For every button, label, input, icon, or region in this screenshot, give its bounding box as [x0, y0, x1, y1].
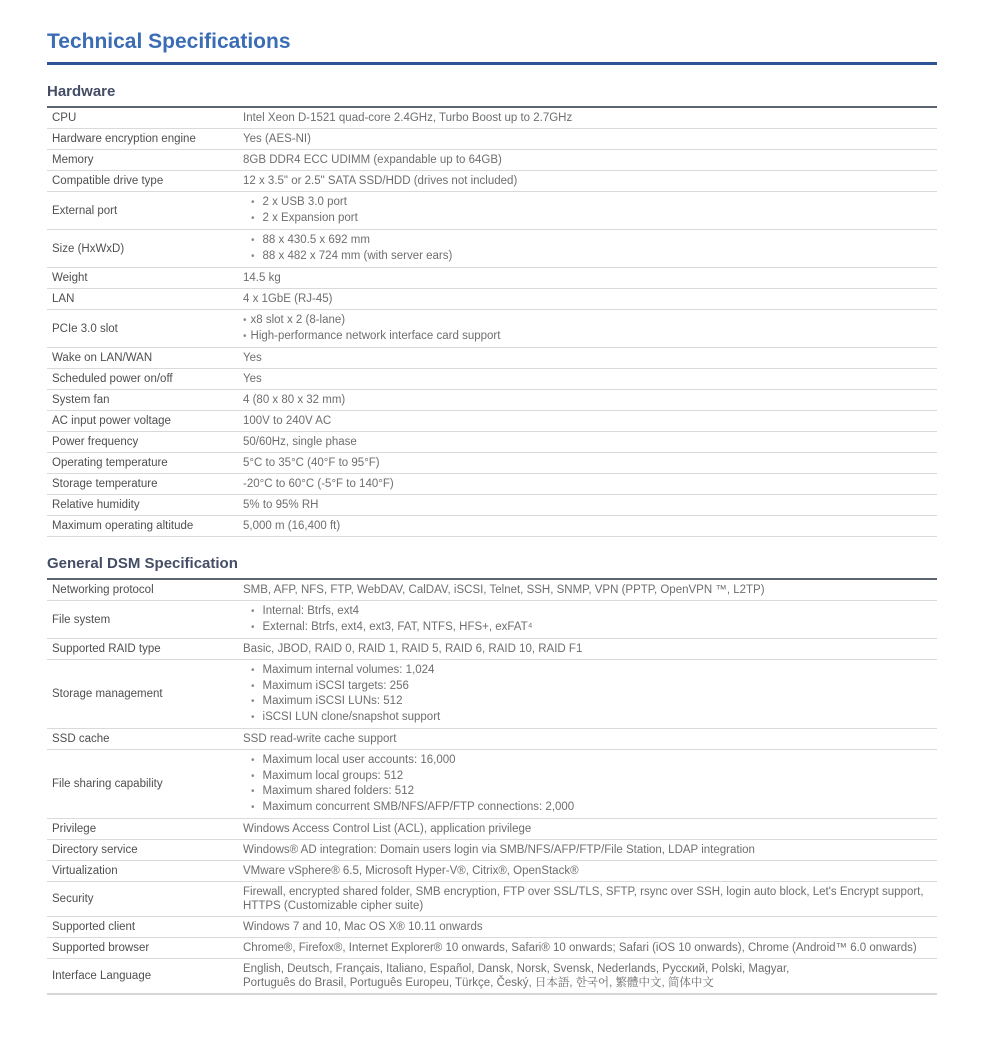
spec-label: Size (HxWxD) — [52, 242, 125, 255]
spec-value — [243, 753, 937, 815]
spec-label: Supported client — [52, 921, 136, 933]
spec-value — [243, 583, 937, 597]
spec-row — [47, 390, 937, 411]
bullet-icon: • — [243, 330, 247, 342]
spec-row — [47, 840, 937, 861]
spec-row — [47, 171, 937, 192]
spec-label: PCIe 3.0 slot — [52, 322, 118, 335]
value-text: 4 x 1GbE (RJ-45) — [243, 293, 333, 305]
bullet-text: External: Btrfs, ext4, ext3, FAT, NTFS, HFS+, exFAT⁴ — [262, 620, 533, 633]
spec-value — [243, 864, 937, 878]
spec-section — [47, 83, 937, 537]
spec-row — [47, 268, 937, 289]
spec-row — [47, 959, 937, 995]
bullet-item — [243, 313, 937, 329]
value-text: 4 (80 x 80 x 32 mm) — [243, 394, 346, 406]
spec-label: Wake on LAN/WAN — [52, 352, 153, 364]
spec-value — [243, 111, 937, 125]
spec-value — [243, 498, 937, 512]
bullet-text: Maximum local groups: 512 — [262, 769, 404, 782]
bullet-item — [243, 249, 937, 265]
spec-label: CPU — [52, 112, 77, 124]
bullet-item — [243, 329, 937, 345]
value-text: Firewall, encrypted shared folder, SMB encryption, FTP over SSL/TLS, SFTP, rsync over SSH, login auto block, Let's Encrypt support, HTTPS (Customizable cipher suite) — [243, 886, 924, 912]
bullet-icon: • — [251, 770, 255, 782]
spec-value — [243, 941, 937, 955]
bullet-text: x8 slot x 2 (8-lane) — [250, 314, 346, 326]
spec-value — [243, 313, 937, 344]
bullet-icon: • — [251, 197, 255, 208]
spec-label: Memory — [52, 154, 94, 166]
value-text: Windows® AD integration: Domain users login via SMB/NFS/AFP/FTP/File Station, LDAP integration — [243, 844, 755, 856]
spec-value — [243, 663, 937, 725]
bullet-item — [243, 679, 937, 695]
spec-label: LAN — [52, 293, 75, 305]
spec-value — [243, 393, 937, 407]
bullet-text: 2 x USB 3.0 port — [262, 196, 347, 208]
spec-value — [243, 233, 937, 264]
spec-label: Virtualization — [52, 865, 118, 877]
value-text: Windows 7 and 10, Mac OS X® 10.11 onwards — [243, 921, 483, 933]
spec-label: Supported browser — [52, 942, 150, 954]
spec-label: Hardware encryption engine — [52, 133, 196, 145]
bullet-text: Internal: Btrfs, ext4 — [262, 605, 360, 617]
spec-label: Relative humidity — [52, 499, 140, 511]
bullet-icon: • — [251, 696, 255, 707]
spec-label: Storage management — [52, 688, 163, 700]
value-text: 5°C to 35°C (40°F to 95°F) — [243, 457, 380, 469]
bullet-icon: • — [251, 711, 255, 723]
bullet-text: iSCSI LUN clone/snapshot support — [262, 710, 441, 723]
value-text: 12 x 3.5" or 2.5" SATA SSD/HDD (drives not included) — [243, 175, 518, 187]
spec-row — [47, 432, 937, 453]
spec-label: Power frequency — [52, 436, 139, 448]
spec-label: Supported RAID type — [52, 643, 161, 655]
bullet-text: 88 x 482 x 724 mm (with server ears) — [262, 249, 453, 262]
spec-label: File sharing capability — [52, 778, 163, 790]
spec-row — [47, 411, 937, 432]
spec-label: SSD cache — [52, 733, 110, 745]
bullet-text: Maximum local user accounts: 16,000 — [262, 754, 456, 766]
value-text: Yes (AES-NI) — [243, 133, 311, 145]
bullet-icon: • — [251, 786, 255, 797]
spec-row — [47, 129, 937, 150]
bullet-icon: • — [251, 801, 255, 813]
spec-value — [243, 642, 937, 656]
spec-value — [243, 153, 937, 167]
value-text: SSD read-write cache support — [243, 733, 397, 745]
value-text: Yes — [243, 373, 262, 385]
bullet-icon: • — [251, 755, 255, 766]
bullet-item — [243, 753, 937, 769]
bullet-item — [243, 800, 937, 816]
spec-row — [47, 729, 937, 750]
bullet-item — [243, 233, 937, 249]
spec-document — [47, 0, 937, 995]
section-heading: General DSM Specification — [47, 555, 937, 580]
value-text: 8GB DDR4 ECC UDIMM (expandable up to 64GB) — [243, 154, 502, 166]
spec-value — [243, 920, 937, 934]
spec-row — [47, 819, 937, 840]
value-text: 5,000 m (16,400 ft) — [243, 520, 341, 532]
spec-value — [243, 822, 937, 836]
spec-row — [47, 495, 937, 516]
value-text: SMB, AFP, NFS, FTP, WebDAV, CalDAV, iSCSI, Telnet, SSH, SNMP, VPN (PPTP, OpenVPN ™, L2TP) — [243, 584, 765, 596]
spec-row — [47, 150, 937, 171]
spec-row — [47, 192, 937, 230]
value-text: Yes — [243, 352, 262, 364]
bullet-item — [243, 604, 937, 620]
spec-label: Compatible drive type — [52, 175, 164, 187]
value-text: -20°C to 60°C (-5°F to 140°F) — [243, 478, 394, 490]
spec-label: Privilege — [52, 823, 97, 835]
spec-value — [243, 271, 937, 285]
bullet-text: Maximum iSCSI LUNs: 512 — [262, 695, 403, 707]
spec-row — [47, 474, 937, 495]
bullet-icon: • — [243, 315, 247, 326]
spec-label: Storage temperature — [52, 478, 158, 490]
spec-label: Maximum operating altitude — [52, 520, 194, 532]
bullet-text: Maximum iSCSI targets: 256 — [262, 679, 409, 692]
spec-row — [47, 601, 937, 639]
bullet-text: High-performance network interface card support — [250, 329, 501, 342]
spec-label: AC input power voltage — [52, 415, 171, 427]
bullet-item — [243, 784, 937, 800]
bullet-icon: • — [251, 250, 255, 262]
value-text: 50/60Hz, single phase — [243, 436, 357, 448]
value-text: 5% to 95% RH — [243, 499, 319, 511]
spec-value — [243, 195, 937, 226]
spec-label: Interface Language — [52, 970, 152, 982]
section-rows — [47, 580, 937, 995]
bullet-item — [243, 694, 937, 710]
spec-row — [47, 660, 937, 729]
spec-row — [47, 580, 937, 601]
bullet-item — [243, 663, 937, 679]
bullet-item — [243, 195, 937, 211]
value-text: Chrome®, Firefox®, Internet Explorer® 10 onwards, Safari® 10 onwards; Safari (iOS 10 onwards), Chrome (Android™ 6.0 onwards) — [243, 942, 917, 954]
value-text: 100V to 240V AC — [243, 415, 332, 427]
spec-value — [243, 414, 937, 428]
bullet-item — [243, 620, 937, 636]
spec-label: Security — [52, 893, 94, 905]
spec-value — [243, 132, 937, 146]
bullet-text: Maximum internal volumes: 1,024 — [262, 664, 435, 676]
value-text: Windows Access Control List (ACL), application privilege — [243, 823, 532, 835]
bullet-item — [243, 211, 937, 227]
spec-label: Directory service — [52, 844, 138, 856]
bullet-text: Maximum concurrent SMB/NFS/AFP/FTP connections: 2,000 — [262, 800, 575, 813]
spec-row — [47, 917, 937, 938]
spec-value — [243, 885, 937, 913]
spec-value — [243, 372, 937, 386]
spec-value — [243, 351, 937, 365]
spec-sections — [47, 83, 937, 995]
spec-value — [243, 477, 937, 491]
spec-label: Operating temperature — [52, 457, 168, 469]
spec-value — [243, 292, 937, 306]
spec-row — [47, 348, 937, 369]
spec-row — [47, 289, 937, 310]
spec-row — [47, 369, 937, 390]
bullet-icon: • — [251, 212, 255, 224]
bullet-item — [243, 769, 937, 785]
value-text: VMware vSphere® 6.5, Microsoft Hyper-V®, Citrix®, OpenStack® — [243, 865, 579, 877]
bullet-text: 88 x 430.5 x 692 mm — [262, 234, 370, 246]
bullet-icon: • — [251, 680, 255, 692]
spec-value — [243, 456, 937, 470]
spec-row — [47, 639, 937, 660]
spec-row — [47, 453, 937, 474]
spec-row — [47, 861, 937, 882]
bullet-icon: • — [251, 235, 255, 246]
spec-label: Scheduled power on/off — [52, 373, 173, 385]
spec-label: System fan — [52, 394, 110, 406]
spec-value — [243, 604, 937, 635]
spec-row — [47, 230, 937, 268]
value-text: 14.5 kg — [243, 272, 281, 284]
spec-value — [243, 962, 937, 990]
spec-value — [243, 519, 937, 533]
spec-value — [243, 174, 937, 188]
value-text: Português do Brasil, Português Europeu, Türkçe, Český, 日本語, 한국어, 繁體中文, 简体中文 — [243, 977, 714, 989]
spec-label: Networking protocol — [52, 584, 154, 596]
value-text: Intel Xeon D-1521 quad-core 2.4GHz, Turbo Boost up to 2.7GHz — [243, 112, 573, 124]
spec-row — [47, 882, 937, 917]
bullet-icon: • — [251, 621, 255, 633]
spec-label: Weight — [52, 272, 88, 284]
bullet-icon: • — [251, 606, 255, 617]
section-heading: Hardware — [47, 83, 937, 108]
spec-row — [47, 516, 937, 537]
spec-value — [243, 435, 937, 449]
value-text: English, Deutsch, Français, Italiano, Español, Dansk, Norsk, Svensk, Nederlands, Русский, Polski, Magyar, — [243, 963, 790, 975]
spec-value — [243, 732, 937, 746]
spec-row — [47, 750, 937, 819]
spec-row — [47, 108, 937, 129]
spec-row — [47, 310, 937, 348]
bullet-icon: • — [251, 665, 255, 676]
spec-value — [243, 843, 937, 857]
page-title: Technical Specifications — [47, 30, 937, 65]
spec-section — [47, 555, 937, 995]
spec-label: File system — [52, 613, 111, 626]
value-text: Basic, JBOD, RAID 0, RAID 1, RAID 5, RAID 6, RAID 10, RAID F1 — [243, 643, 583, 655]
bullet-text: Maximum shared folders: 512 — [262, 785, 414, 797]
bullet-text: 2 x Expansion port — [262, 211, 358, 224]
section-rows — [47, 108, 937, 537]
bullet-item — [243, 710, 937, 726]
spec-label: External port — [52, 204, 118, 217]
spec-row — [47, 938, 937, 959]
